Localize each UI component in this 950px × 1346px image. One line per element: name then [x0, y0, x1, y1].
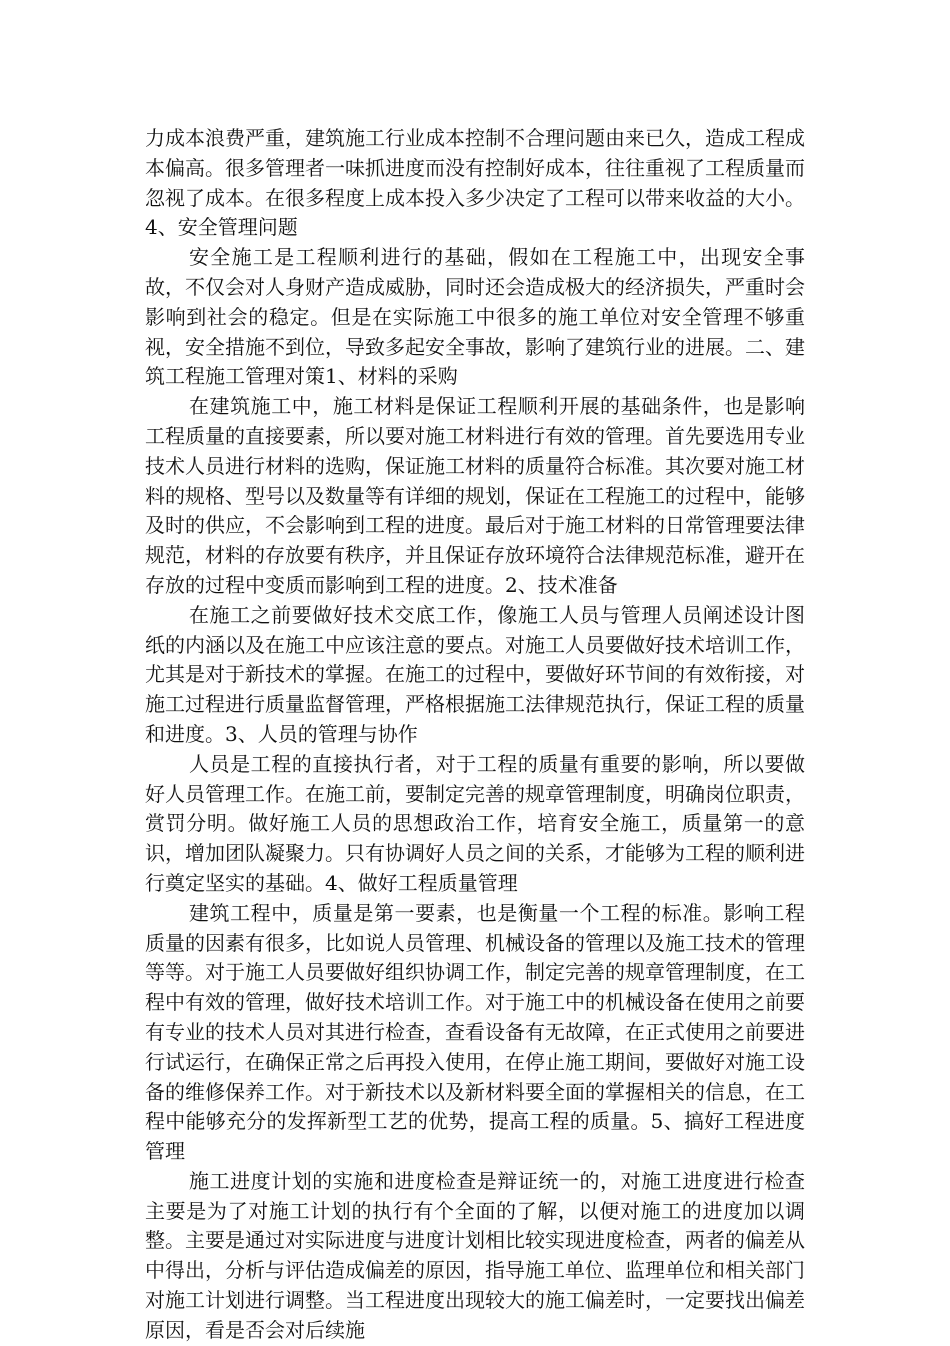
body-text: [145, 124, 805, 1346]
paragraph-7: 施工进度计划的实施和进度检查是辩证统一的，对施工进度进行检查主要是为了对施工计划的执行有个全面的了解，以便对施工的进度加以调整。主要是通过对实际进度与进度计划相比较实现进度检查，两者的偏差从中得出，分析与评估造成偏差的原因，指导施工单位、监理单位和相关部门对施工计划进行调整。当工程进度出现较大的施工偏差时，一定要找出偏差原因，看是否会对后续施: [145, 1168, 805, 1342]
paragraph-1: 力成本浪费严重，建筑施工行业成本控制不合理问题由来已久，造成工程成本偏高。很多管理者一味抓进度而没有控制好成本，往往重视了工程质量而忽视了成本。在很多程度上成本投入多少决定了工程可以带来收益的大小。4、安全管理问题: [145, 126, 805, 240]
paragraph-3: 在建筑施工中，施工材料是保证工程顺利开展的基础条件，也是影响工程质量的直接要素，所以要对施工材料进行有效的管理。首先要选用专业技术人员进行材料的选购，保证施工材料的质量符合标准。其次要对施工材料的规格、型号以及数量等有详细的规划，保证在工程施工的过程中，能够及时的供应，不会影响到工程的进度。最后对于施工材料的日常管理要法律规范，材料的存放要有秩序，并且保证存放环境符合法律规范标准，避开在存放的过程中变质而影响到工程的进度。2、技术准备: [145, 394, 805, 597]
paragraph-5: 人员是工程的直接执行者，对于工程的质量有重要的影响，所以要做好人员管理工作。在施工前，要制定完善的规章管理制度，明确岗位职责，赏罚分明。做好施工人员的思想政治工作，培育安全施工，质量第一的意识，增加团队凝聚力。只有协调好人员之间的关系，才能够为工程的顺利进行奠定坚实的基础。4、做好工程质量管理: [145, 751, 805, 895]
paragraph-2: 安全施工是工程顺利进行的基础，假如在工程施工中，出现安全事故，不仅会对人身财产造成威胁，同时还会造成极大的经济损失，严重时会影响到社会的稳定。但是在实际施工中很多的施工单位对安全管理不够重视，安全措施不到位，导致多起安全事故，影响了建筑行业的进展。二、建筑工程施工管理对策1、材料的采购: [145, 245, 805, 389]
paragraph-4: 在施工之前要做好技术交底工作，像施工人员与管理人员阐述设计图纸的内涵以及在施工中应该注意的要点。对施工人员要做好技术培训工作，尤其是对于新技术的掌握。在施工的过程中，要做好环节间的有效衔接，对施工过程进行质量监督管理，严格根据施工法律规范执行，保证工程的质量和进度。3、人员的管理与协作: [145, 602, 805, 746]
paragraph-6: 建筑工程中，质量是第一要素，也是衡量一个工程的标准。影响工程质量的因素有很多，比如说人员管理、机械设备的管理以及施工技术的管理等等。对于施工人员要做好组织协调工作，制定完善的规章管理制度，在工程中有效的管理，做好技术培训工作。对于施工中的机械设备在使用之前要有专业的技术人员对其进行检查，查看设备有无故障，在正式使用之前要进行试运行，在确保正常之后再投入使用，在停止施工期间，要做好对施工设备的维修保养工作。对于新技术以及新材料要全面的掌握相关的信息，在工程中能够充分的发挥新型工艺的优势，提高工程的质量。5、搞好工程进度管理: [145, 900, 805, 1164]
